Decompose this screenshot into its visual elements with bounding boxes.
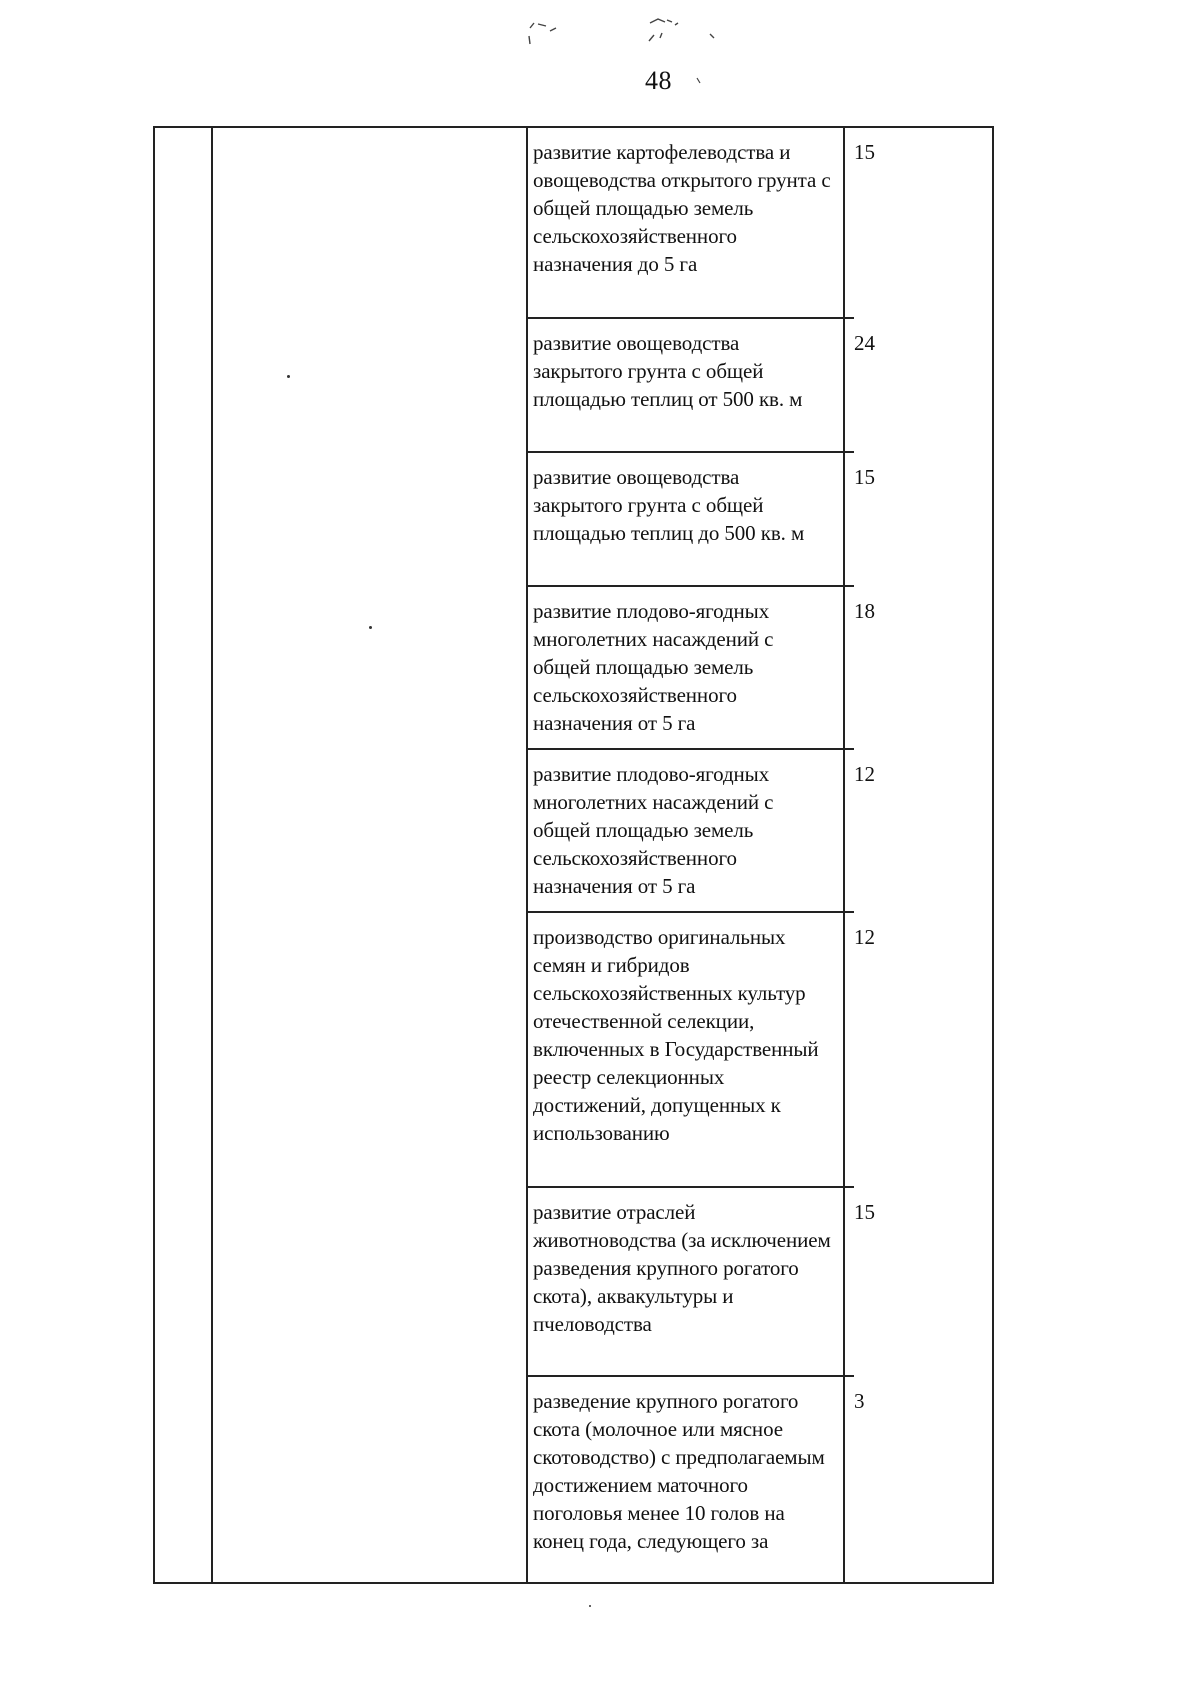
table-row (526, 128, 875, 319)
scan-noise-marks (0, 0, 1200, 120)
criterion-text: развитие плодово-ягодных многолетних насаждений с общей площадью земель сельскохозяйственного назначения от 5 га (533, 599, 774, 735)
table-row (526, 913, 875, 1188)
criterion-value: 15 (854, 465, 875, 489)
criterion-value: 12 (854, 925, 875, 949)
criteria-table (153, 126, 994, 1584)
criterion-text: развитие овощеводства закрытого грунта с общей площадью теплиц от 500 кв. м (533, 331, 803, 411)
criteria-rows (526, 128, 875, 1582)
criterion-value: 18 (854, 599, 875, 623)
page-number: 48 (645, 66, 672, 95)
criterion-text: развитие картофелеводства и овощеводства открытого грунта с общей площадью земель сельскохозяйственного назначения до 5 га (533, 140, 831, 276)
criterion-text: производство оригинальных семян и гибридов сельскохозяйственных культур отечественной селекции, включенных в Государственный реестр селекционных достижений, допущенных к использованию (533, 925, 819, 1145)
table-divider-1 (211, 128, 213, 1582)
table-row (526, 319, 875, 453)
scan-speck (287, 375, 290, 378)
table-row (526, 1188, 875, 1377)
criterion-value: 3 (854, 1389, 865, 1413)
criterion-value: 24 (854, 331, 875, 355)
scan-speck (369, 626, 372, 629)
criterion-text: развитие овощеводства закрытого грунта с общей площадью теплиц до 500 кв. м (533, 465, 805, 545)
table-row (526, 750, 875, 913)
criterion-value: 15 (854, 140, 875, 164)
table-row (526, 453, 875, 587)
scan-speck (589, 1605, 591, 1607)
criterion-text: развитие плодово-ягодных многолетних насаждений с общей площадью земель сельскохозяйственного назначения от 5 га (533, 762, 774, 898)
table-row (526, 1377, 865, 1586)
table-row (526, 587, 875, 750)
criterion-value: 15 (854, 1200, 875, 1224)
criterion-value: 12 (854, 762, 875, 786)
criterion-text: разведение крупного рогатого скота (молочное или мясное скотоводство) с предполагаемым достижением маточного поголовья менее 10 голов на конец года, следующего за (533, 1389, 825, 1553)
criterion-text: развитие отраслей животноводства (за исключением разведения крупного рогатого скота), аквакультуры и пчеловодства (533, 1200, 831, 1336)
